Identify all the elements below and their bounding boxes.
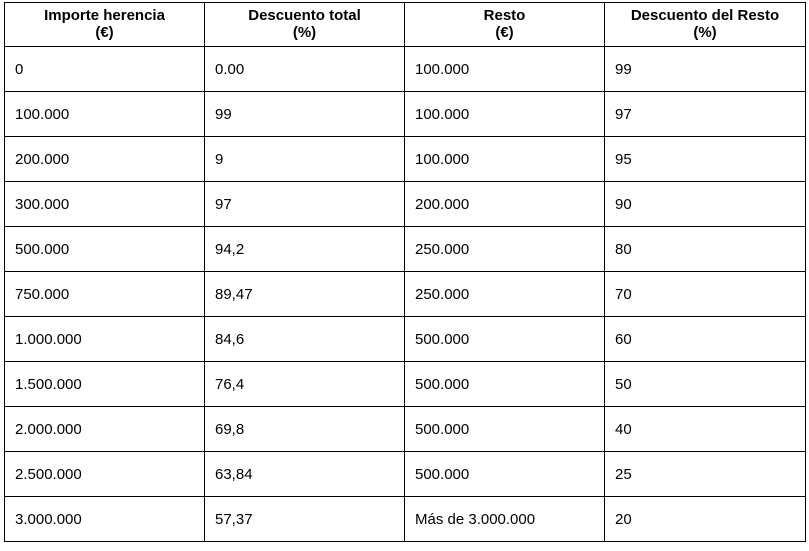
header-unit: (%) — [693, 24, 717, 41]
table-cell: 89,47 — [205, 272, 405, 317]
header-unit: (€) — [95, 24, 114, 41]
table-cell: 100.000 — [5, 92, 205, 137]
table-row — [5, 317, 806, 362]
table-cell: 97 — [605, 92, 806, 137]
table-row — [5, 182, 806, 227]
table-row — [5, 227, 806, 272]
table-header — [5, 3, 806, 47]
table-cell: 500.000 — [405, 317, 605, 362]
table-cell: 60 — [605, 317, 806, 362]
table-cell: 94,2 — [205, 227, 405, 272]
table-cell: Más de 3.000.000 — [405, 497, 605, 542]
header-row — [5, 3, 806, 47]
table-cell: 100.000 — [405, 92, 605, 137]
table-cell: 500.000 — [405, 407, 605, 452]
table-cell: 1.000.000 — [5, 317, 205, 362]
header-descuento-del-resto — [605, 3, 806, 47]
table-cell: 90 — [605, 182, 806, 227]
table-cell: 20 — [605, 497, 806, 542]
table-cell: 250.000 — [405, 272, 605, 317]
table-cell: 50 — [605, 362, 806, 407]
table-cell: 100.000 — [405, 47, 605, 92]
table-cell: 99 — [605, 47, 806, 92]
table-cell: 80 — [605, 227, 806, 272]
header-descuento-total — [205, 3, 405, 47]
table-cell: 300.000 — [5, 182, 205, 227]
table-cell: 500.000 — [405, 452, 605, 497]
table-cell: 2.500.000 — [5, 452, 205, 497]
table-body — [5, 47, 806, 542]
table-row — [5, 272, 806, 317]
table-cell: 100.000 — [405, 137, 605, 182]
table-cell: 57,37 — [205, 497, 405, 542]
header-resto — [405, 3, 605, 47]
table-cell: 500.000 — [405, 362, 605, 407]
inheritance-discount-table — [4, 2, 806, 542]
table-cell: 250.000 — [405, 227, 605, 272]
table-cell: 70 — [605, 272, 806, 317]
table-row — [5, 407, 806, 452]
header-label: Importe herencia — [44, 7, 165, 24]
table-cell: 750.000 — [5, 272, 205, 317]
table-cell: 0 — [5, 47, 205, 92]
table-cell: 99 — [205, 92, 405, 137]
header-label: Descuento del Resto — [630, 7, 780, 24]
table-cell: 2.000.000 — [5, 407, 205, 452]
table-row — [5, 362, 806, 407]
table-cell: 200.000 — [405, 182, 605, 227]
table-cell: 97 — [205, 182, 405, 227]
table-cell: 40 — [605, 407, 806, 452]
table-cell: 500.000 — [5, 227, 205, 272]
table-row — [5, 92, 806, 137]
table-cell: 69,8 — [205, 407, 405, 452]
header-unit: (€) — [495, 24, 514, 41]
table-cell: 84,6 — [205, 317, 405, 362]
table-row — [5, 452, 806, 497]
table-cell: 25 — [605, 452, 806, 497]
table-cell: 95 — [605, 137, 806, 182]
header-label: Resto — [483, 7, 526, 24]
table-row — [5, 137, 806, 182]
table-cell: 63,84 — [205, 452, 405, 497]
table-cell: 1.500.000 — [5, 362, 205, 407]
header-label: Descuento total — [248, 7, 361, 24]
table-row — [5, 47, 806, 92]
table-cell: 9 — [205, 137, 405, 182]
table-cell: 3.000.000 — [5, 497, 205, 542]
table-cell: 200.000 — [5, 137, 205, 182]
header-unit: (%) — [292, 24, 317, 41]
table-cell: 0.00 — [205, 47, 405, 92]
header-importe-herencia — [5, 3, 205, 47]
table-cell: 76,4 — [205, 362, 405, 407]
table-row — [5, 497, 806, 542]
